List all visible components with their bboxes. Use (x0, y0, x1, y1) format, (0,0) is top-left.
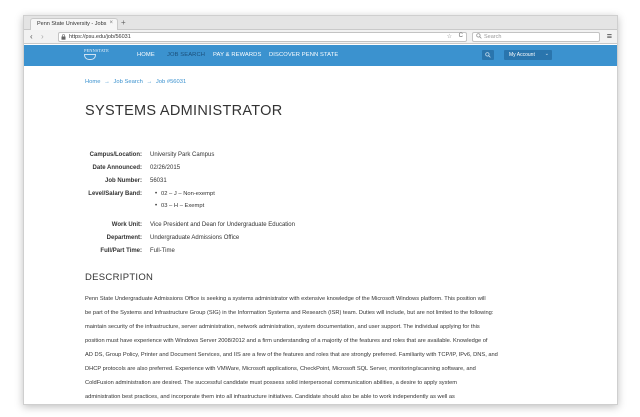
breadcrumb-job-number[interactable]: Job #56031 (155, 79, 187, 85)
description-line: Penn State Undergraduate Admissions Office is seeking a systems administrator with extensive knowledge of the Microsoft Windows platform. This position will (85, 296, 486, 302)
bullet-icon: • (155, 191, 158, 197)
page-title: SYSTEMS ADMINISTRATOR (85, 103, 283, 119)
department-label: Department: (106, 235, 142, 241)
hamburger-menu-icon[interactable]: ≡ (606, 31, 612, 41)
description-line: be part of the Systems and Infrastructure Group (SIG) in the Information Systems and Research (ISR) team. Duties will include, but are not limited to the following: (85, 310, 494, 316)
tab-bar (24, 16, 617, 30)
search-icon (485, 52, 491, 58)
shield-icon (84, 54, 96, 60)
band-item (155, 203, 205, 209)
tab-title: Penn State University - Jobs (37, 21, 107, 27)
campus-value: University Park Campus (150, 152, 215, 158)
bullet-icon: • (155, 203, 158, 209)
forward-arrow-icon[interactable]: › (41, 32, 44, 41)
description-line: administration best practices, and incorporate them into all infrastructure initiatives. Candidate should also be able to work independently as well as (85, 394, 455, 400)
browser-window (23, 15, 618, 405)
lock-icon (61, 34, 66, 42)
url-text: https://psu.edu/job/56031 (69, 34, 131, 40)
close-icon[interactable]: × (109, 20, 113, 26)
my-account-dropdown[interactable] (504, 50, 552, 60)
search-icon (476, 33, 482, 41)
department-value: Undergraduate Admissions Office (150, 235, 240, 241)
nav-item-job-search[interactable]: JOB SEARCH (167, 52, 206, 58)
full-part-time-value: Full-Time (150, 248, 175, 254)
date-label: Date Announced: (92, 165, 142, 171)
site-navigation (24, 45, 617, 66)
description-line: position must have experience with Windows Server 2008/2012 and a firm understanding of a majority of the features and roles that are available. Knowledge of (85, 338, 488, 344)
description-line: DHCP protocols are also preferred. Experience with VMWare, Microsoft applications, CheckPoint, Microsoft SQL Server, monitoring/scanning software, and (85, 366, 476, 372)
work-unit-label: Work Unit: (111, 222, 142, 228)
breadcrumb-home[interactable]: Home (85, 79, 101, 85)
nav-item-discover-penn-state[interactable]: DISCOVER PENN STATE (269, 52, 339, 58)
campus-label: Campus/Location: (89, 152, 142, 158)
breadcrumb-separator: → (104, 79, 110, 85)
browser-search-input[interactable] (472, 32, 600, 42)
job-number-value: 56031 (150, 178, 167, 184)
nav-item-pay-rewards[interactable]: PAY & REWARDS (213, 52, 262, 58)
chevron-down-icon: ⌄ (544, 51, 549, 57)
description-line: ColdFusion administration are desired. The successful candidate must possess solid interpersonal communication abilities, a desire to apply system (85, 380, 457, 386)
back-arrow-icon[interactable]: ‹ (30, 32, 33, 41)
browser-toolbar (24, 30, 617, 44)
breadcrumb-job-search[interactable]: Job Search (113, 79, 143, 85)
account-label: My Account (509, 52, 535, 58)
site-search-button[interactable] (482, 50, 494, 60)
search-placeholder: Search (484, 34, 502, 40)
breadcrumb-separator: → (146, 79, 153, 85)
full-part-time-label: Full/Part Time: (100, 248, 142, 254)
description-line: AD DS, Group Policy, Printer and Document Services, and IIS are a few of the features and roles that are strongly preferred. Familiarity with TCP/IP, IPv6, DNS, and (85, 352, 498, 358)
bookmark-star-icon[interactable]: ☆ (446, 34, 452, 40)
reload-icon[interactable]: C (458, 33, 463, 39)
date-value: 02/26/2015 (150, 165, 181, 171)
breadcrumb (85, 79, 186, 85)
description-line: maintain security of the infrastructure, server administration, network administration, system documentation, and user support. The individual applying for this (85, 324, 480, 330)
new-tab-button[interactable]: + (121, 18, 126, 27)
browser-tab[interactable] (30, 18, 118, 30)
job-number-label: Job Number: (104, 178, 142, 184)
description-heading: DESCRIPTION (85, 272, 154, 283)
nav-item-home[interactable]: HOME (137, 52, 155, 58)
logo-text: PENNSTATE (84, 48, 109, 53)
work-unit-value: Vice President and Dean for Undergraduate Education (150, 222, 295, 228)
band-value: 02 – J – Non-exempt (161, 191, 215, 197)
url-bar[interactable] (58, 32, 467, 42)
band-label: Level/Salary Band: (88, 191, 142, 197)
band-value: 03 – H – Exempt (161, 203, 205, 209)
band-item (155, 191, 215, 197)
penn-state-logo[interactable] (84, 48, 112, 62)
